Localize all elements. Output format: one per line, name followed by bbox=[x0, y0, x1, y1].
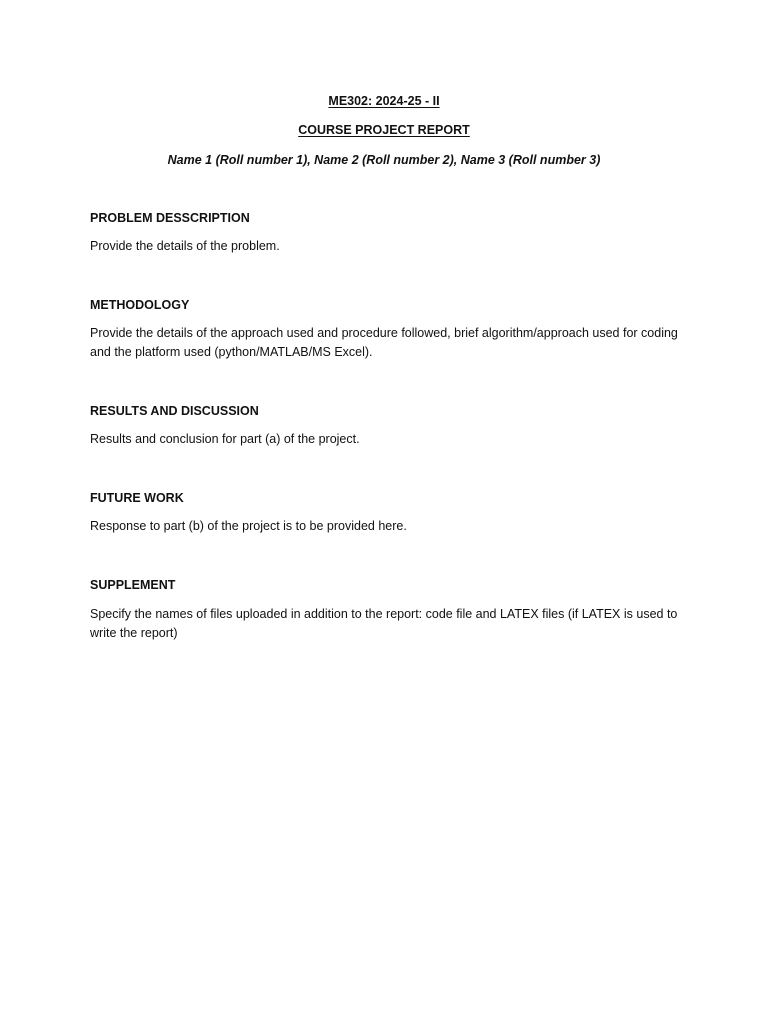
section-heading-problem-description: PROBLEM DESSCRIPTION bbox=[90, 211, 250, 225]
section-body-problem-description: Provide the details of the problem. bbox=[90, 239, 280, 253]
section-heading-future-work: FUTURE WORK bbox=[90, 491, 184, 505]
course-code: ME302: 2024-25 - II bbox=[328, 94, 440, 108]
section-heading-methodology: METHODOLOGY bbox=[90, 298, 190, 312]
section-body-future-work: Response to part (b) of the project is to be provided here. bbox=[90, 519, 407, 533]
report-title: COURSE PROJECT REPORT bbox=[298, 123, 470, 137]
section-heading-results-and-discussion: RESULTS AND DISCUSSION bbox=[90, 404, 259, 418]
section-body-results-and-discussion: Results and conclusion for part (a) of the project. bbox=[90, 432, 360, 446]
section-heading-supplement: SUPPLEMENT bbox=[90, 578, 176, 592]
section-body-supplement: Specify the names of files uploaded in addition to the report: code file and LATEX files (if LATEX is used to write the report) bbox=[90, 607, 678, 640]
authors-line: Name 1 (Roll number 1), Name 2 (Roll number 2), Name 3 (Roll number 3) bbox=[167, 153, 601, 167]
section-body-methodology: Provide the details of the approach used and procedure followed, brief algorithm/approach used for coding and the platform used (python/MATLAB/MS Excel). bbox=[90, 326, 678, 359]
